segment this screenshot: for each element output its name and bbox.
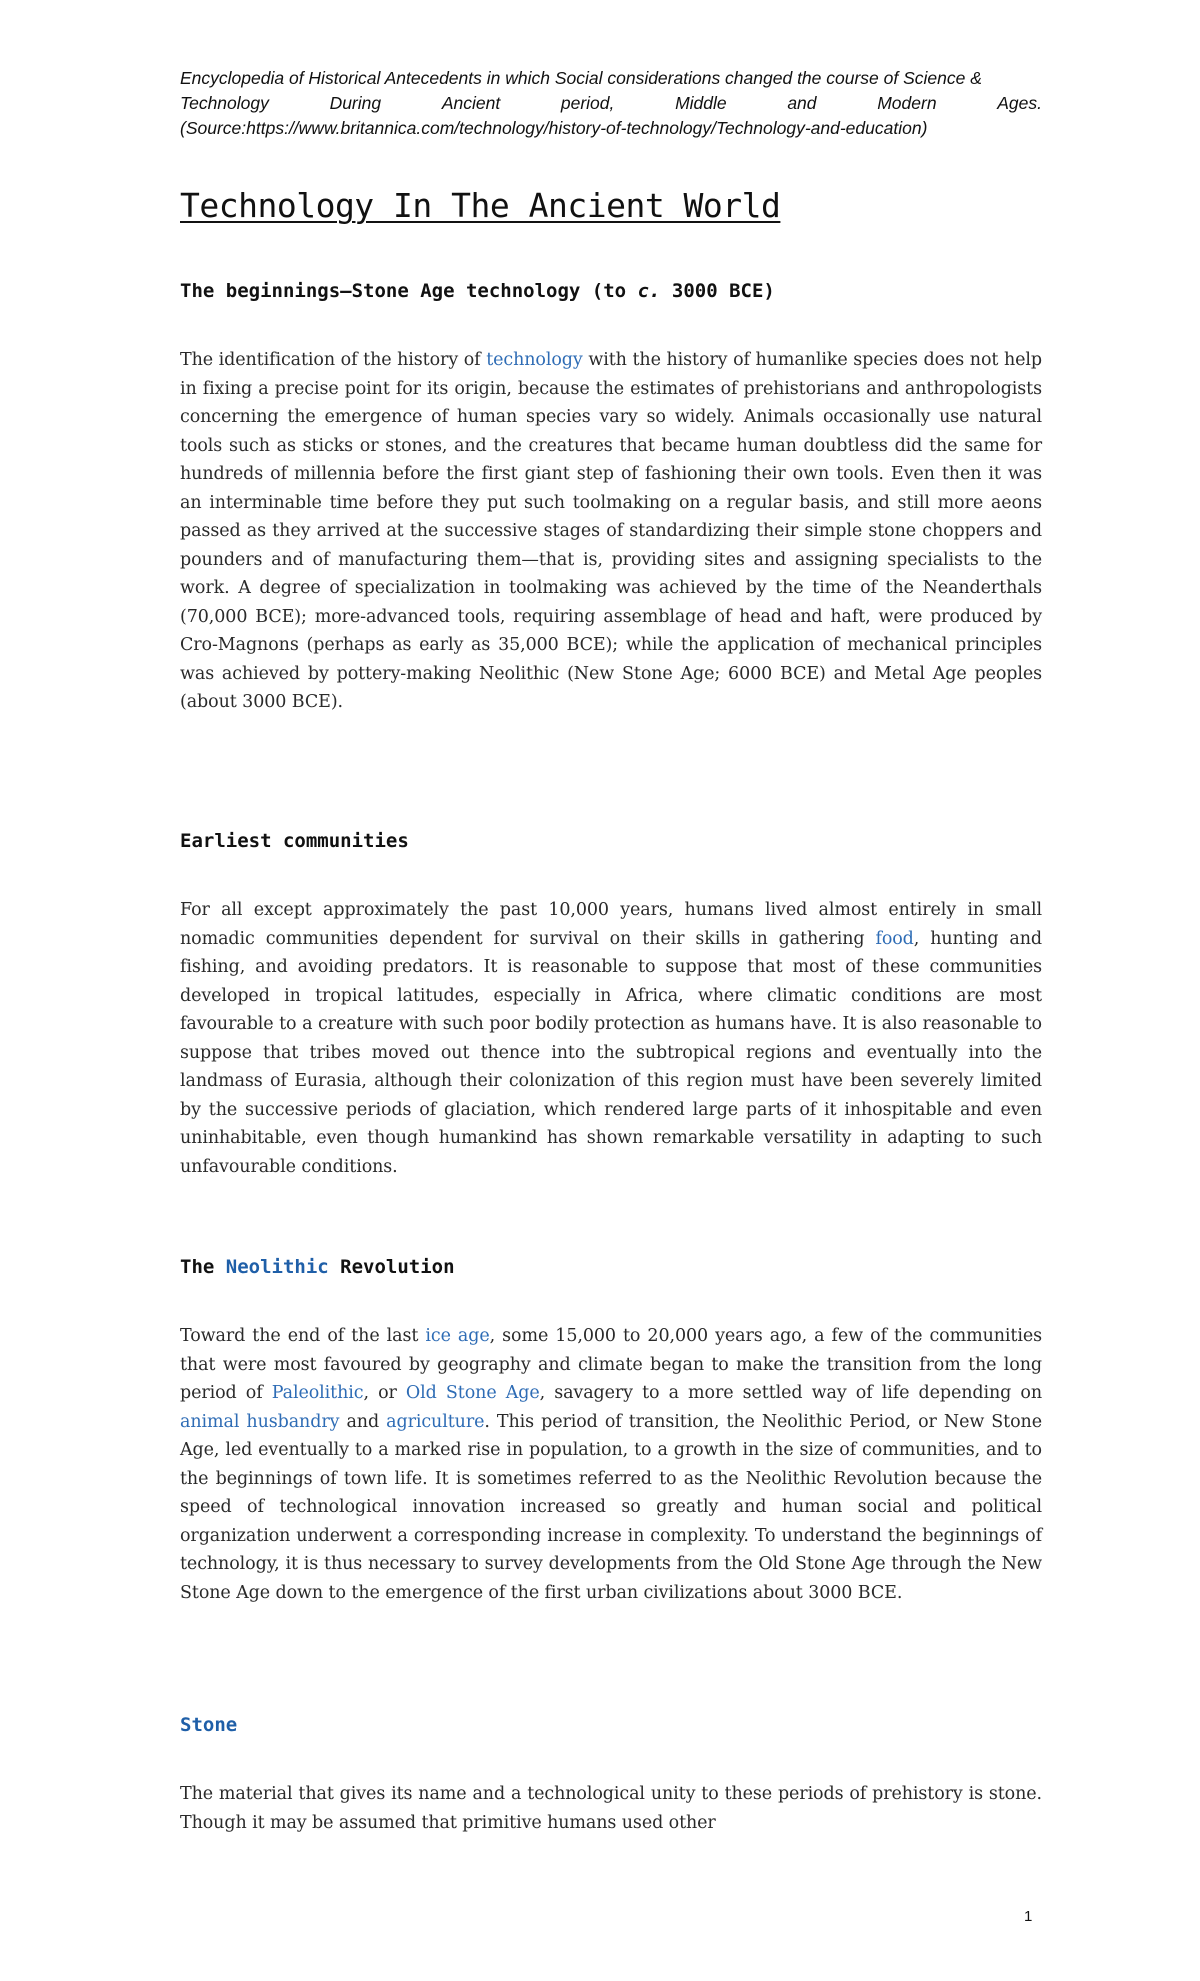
paragraph-text: The identification of the history of <box>180 350 487 370</box>
header-word: Modern <box>877 93 937 113</box>
header-word: Ancient <box>441 93 501 113</box>
document-header <box>180 66 1042 141</box>
section-heading: Earliest communities <box>180 830 409 852</box>
heading-circa: c. <box>637 280 661 302</box>
paragraph <box>180 896 1042 1181</box>
link-old-stone-age[interactable]: Old Stone Age <box>405 1383 540 1403</box>
heading-text: The beginnings—Stone Age technology (to <box>180 280 638 302</box>
section-stone <box>180 1712 1042 1837</box>
page-number: 1 <box>1024 1908 1033 1925</box>
section-stone-age <box>180 278 1042 717</box>
paragraph-text: , some 15,000 to 20,000 years ago, a few of the communities that were most favoured by geography and climate began to make the transition from the long period of <box>180 1326 1042 1403</box>
link-agriculture[interactable]: agriculture <box>386 1411 485 1432</box>
header-word: Middle <box>675 93 727 113</box>
link-technology[interactable]: technology <box>486 350 583 370</box>
section-earliest-communities <box>180 828 1042 1181</box>
link-animal-husbandry[interactable]: animal husbandry <box>180 1411 340 1432</box>
paragraph-text: , savagery to a more settled way of life depending on <box>539 1383 1042 1403</box>
header-line-2 <box>180 91 1042 116</box>
header-word: period, <box>560 93 615 113</box>
paragraph-text: For all except approximately the past 10,000 years, humans lived almost entirely in small nomadic communities dependent for survival on their skills in gathering <box>180 900 1042 949</box>
heading-text: 3000 BCE) <box>660 280 775 302</box>
section-heading: Stone <box>180 1714 238 1736</box>
link-paleolithic[interactable]: Paleolithic <box>271 1383 364 1403</box>
link-neolithic[interactable]: Neolithic <box>225 1256 329 1278</box>
section-heading <box>180 1254 1042 1280</box>
heading-text: Revolution <box>328 1256 455 1278</box>
section-heading <box>180 278 1042 304</box>
section-neolithic-revolution <box>180 1254 1042 1607</box>
paragraph-text: . This period of transition, the Neolithic Period, or New Stone Age, led eventually to a marked rise in population, to a growth in the size of communities, and to the beginnings of town life. It is sometimes referred to as the Neolithic Revolution because the speed of technological innovation increased so greatly and human social and political organization underwent a corresponding increase in complexity. To understand the beginnings of technology, it is thus necessary to survey developments from the Old Stone Age through the New Stone Age down to the emergence of the first urban civilizations about 3000 BCE. <box>180 1411 1042 1603</box>
header-word: Technology <box>180 93 269 113</box>
header-line-1: Encyclopedia of Historical Antecedents in which Social considerations changed the course of Science & <box>180 68 982 88</box>
paragraph <box>180 346 1042 717</box>
paragraph-text: , hunting and fishing, and avoiding predators. It is reasonable to suppose that most of these communities developed in tropical latitudes, especially in Africa, where climatic conditions are most favourable to a creature with such poor bodily protection as humans have. It is also reasonable to suppose that tribes moved out thence into the subtropical regions and eventually into the landmass of Eurasia, although their colonization of this region must have been severely limited by the successive periods of glaciation, which rendered large parts of it inhospitable and even uninhabitable, even though humankind has shown remarkable versatility in adapting to such unfavourable conditions. <box>180 928 1042 1177</box>
header-word: Ages. <box>997 93 1042 113</box>
paragraph <box>180 1322 1042 1607</box>
header-word: During <box>329 93 382 113</box>
header-word: and <box>787 93 817 113</box>
paragraph-text: and <box>339 1411 387 1432</box>
paragraph: The material that gives its name and a technological unity to these periods of prehistory is stone. Though it may be assumed that primitive humans used other <box>180 1784 1042 1833</box>
link-ice-age[interactable]: ice age <box>425 1326 490 1346</box>
paragraph-text: Toward the end of the last <box>180 1326 426 1346</box>
page-title: Technology In The Ancient World <box>180 186 781 225</box>
header-line-3: (Source:https://www.britannica.com/technology/history-of-technology/Technology-and-education) <box>180 118 928 138</box>
link-food[interactable]: food <box>875 928 914 949</box>
paragraph-text: , or <box>363 1383 406 1403</box>
heading-text: The <box>180 1256 226 1278</box>
paragraph-text: with the history of humanlike species does not help in fixing a precise point for its origin, because the estimates of prehistorians and anthropologists concerning the emergence of human species vary so widely. Animals occasionally use natural tools such as sticks or stones, and the creatures that became human doubtless did the same for hundreds of millennia before the first giant step of fashioning their own tools. Even then it was an interminable time before they put such toolmaking on a regular basis, and still more aeons passed as they arrived at the successive stages of standardizing their simple stone choppers and pounders and of manufacturing them—that is, providing sites and assigning specialists to the work. A degree of specialization in toolmaking was achieved by the time of the Neanderthals (70,000 BCE); more-advanced tools, requiring assemblage of head and haft, were produced by Cro-Magnons (perhaps as early as 35,000 BCE); while the application of mechanical principles was achieved by pottery-making Neolithic (New Stone Age; 6000 BCE) and Metal Age peoples (about 3000 BCE). <box>180 350 1042 712</box>
